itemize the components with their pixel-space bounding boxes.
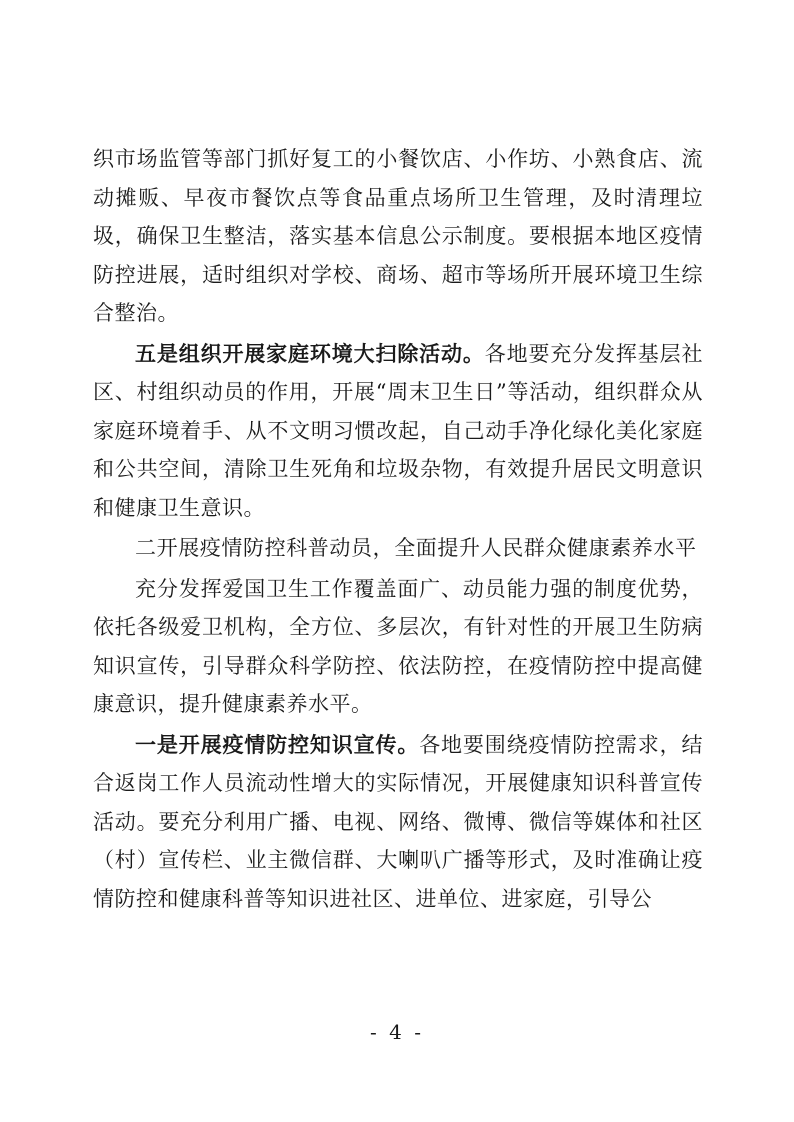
paragraph-text: 各地要围绕疫情防控需求，结合返岗工作人员流动性增大的实际情况，开展健康知识科普宣传活动。要充分利用广播、电视、网络、微博、微信等媒体和社区（村）宣传栏、业主微信群、大喇叭广播等形式，及时准确让疫情防控和健康科普等知识进社区、进单位、进家庭，引导公 [93,732,704,911]
document-body [93,140,703,918]
page-number: - 4 - [370,1020,424,1044]
paragraph-mobilization-advantage [93,570,703,724]
paragraph-knowledge-promotion [93,726,703,919]
paragraph-household-cleanup [93,335,703,528]
paragraph-text: 充分发挥爱国卫生工作覆盖面广、动员能力强的制度优势，依托各级爱卫机构，全方位、多层次，有针对性的开展卫生防病知识宣传，引导群众科学防控、依法防控，在疫情防控中提高健康意识，提升健康素养水平。 [93,576,703,716]
paragraph-lead: 一是开展疫情防控知识宣传。 [135,732,420,757]
paragraph-lead: 五是组织开展家庭环境大扫除活动。 [135,341,485,366]
paragraph-market-supervision [93,140,703,333]
section-heading: 二开展疫情防控科普动员，全面提升人民群众健康素养水平 [135,536,697,560]
paragraph-text: 各地要充分发挥基层社区、村组织动员的作用，开展“周末卫生日”等活动，组织群众从家庭环境着手、从不文明习惯改起，自己动手净化绿化美化家庭和公共空间，清除卫生死角和垃圾杂物，有效提升居民文明意识和健康卫生意识。 [93,341,704,520]
paragraph-text: 织市场监管等部门抓好复工的小餐饮店、小作坊、小熟食店、流动摊贩、早夜市餐饮点等食品重点场所卫生管理，及时清理垃圾，确保卫生整洁，落实基本信息公示制度。要根据本地区疫情防控进展，适时组织对学校、商场、超市等场所开展环境卫生综合整治。 [93,147,703,325]
